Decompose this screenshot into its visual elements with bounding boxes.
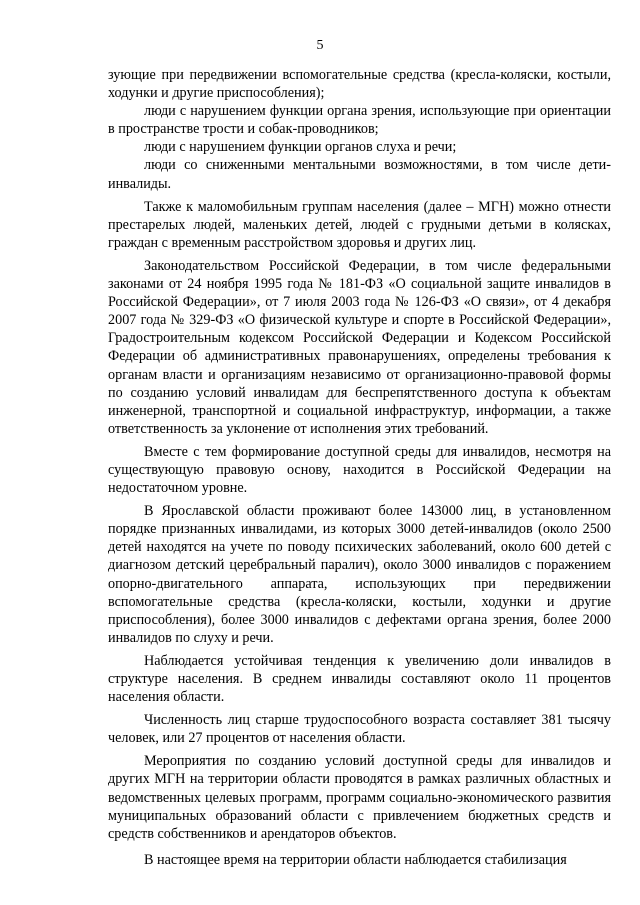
paragraph: люди с нарушением функции органа зрения, использующие при ориентации в пространстве трости и собак-проводников; bbox=[108, 103, 611, 138]
paragraph: Также к маломобильным группам населения (далее – МГН) можно отнести престарелых людей, маленьких детей, людей с грудными детьми в колясках, граждан с временным расстройством здоровья и других лиц. bbox=[108, 198, 611, 251]
body-text bbox=[108, 66, 611, 869]
paragraph: Численность лиц старше трудоспособного возраста составляет 381 тысячу человек, или 27 процентов от населения области. bbox=[108, 712, 611, 747]
paragraph: Вместе с тем формирование доступной среды для инвалидов, несмотря на существующую правовую основу, находится в Российской Федерации на недостаточном уровне. bbox=[108, 443, 611, 497]
paragraph: Мероприятия по созданию условий доступной среды для инвалидов и других МГН на территории области проводятся в рамках различных областных и ведомственных целевых программ, программ социально-экономического развития муниципальных образований области с привлечением бюджетных средств и средств собственников и арендаторов объектов. bbox=[108, 753, 611, 842]
paragraph: люди со сниженными ментальными возможностями, в том числе дети-инвалиды. bbox=[108, 157, 611, 192]
paragraph: Наблюдается устойчивая тенденция к увеличению доли инвалидов в структуре населения. В среднем инвалиды составляют около 11 процентов населения области. bbox=[108, 652, 611, 706]
paragraph: зующие при передвижении вспомогательные средства (кресла-коляски, костыли, ходунки и другие приспособления); bbox=[108, 67, 611, 102]
paragraph: В настоящее время на территории области наблюдается стабилизация bbox=[144, 851, 567, 868]
paragraph: В Ярославской области проживают более 143000 лиц, в установленном порядке признанных инвалидами, из которых 3000 детей-инвалидов (около 2500 детей находятся на учете по поводу психических заболеваний, около 600 детей с диагнозом детский церебральный паралич), около 3000 инвалидов с поражением опорно-двигательного аппарата, использующих при передвижении вспомогательные средства (кресла-коляски, костыли, ходунки и другие приспособления), более 3000 инвалидов с дефектами органа зрения, более 2000 инвалидов по слуху и речи. bbox=[108, 503, 611, 646]
paragraph: люди с нарушением функции органов слуха и речи; bbox=[144, 139, 457, 156]
page-number: 5 bbox=[316, 38, 324, 53]
paragraph: Законодательством Российской Федерации, в том числе федеральными законами от 24 ноября 1995 года № 181-ФЗ «О социальной защите инвалидов в Российской Федерации», от 7 июля 2003 года № 126-ФЗ «О связи», от 4 декабря 2007 года № 329-ФЗ «О физической культуре и спорте в Российской Федерации», Градостроительным кодексом Российской Федерации и Кодексом Российской Федерации об административных правонарушениях, определены требования к органам власти и организациям независимо от организационно-правовой формы по созданию условий инвалидам для беспрепятственного доступа к объектам инженерной, транспортной и социальной инфраструктур, информации, а также ответственность за уклонение от исполнения этих требований. bbox=[108, 257, 611, 437]
